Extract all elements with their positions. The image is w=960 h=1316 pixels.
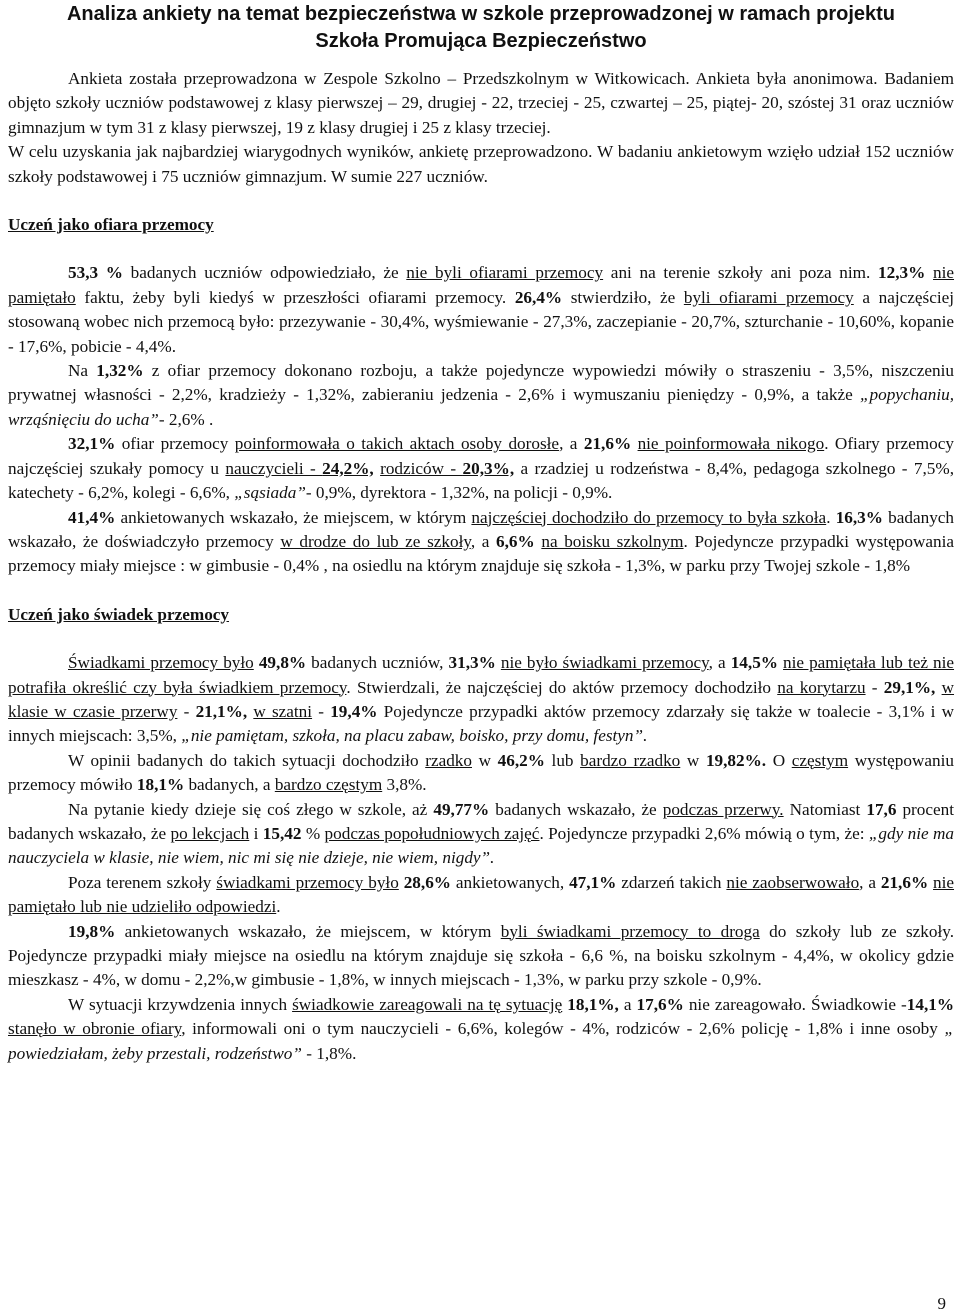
bold-value: 21,6% [583, 434, 632, 454]
text-run: badanych uczniów odpowiedziało, że [122, 263, 407, 283]
underlined-phrase: podczas przerwy. [662, 799, 784, 819]
text-run: do szkoły lub ze szkoły. Pojedyncze przypadki miały miejsce na osiedlu na którym znajduje się szkoła - 6,6 %, na boisku szkolnym - 4,4%, w okolicy gdzie mieszkasz - 4%, w domu - 2,2%,w gimbusie - 1,8%, w innych miejscach - 1,3%, w parku przy szkole - 0,9%. [8, 921, 955, 990]
paragraph [8, 359, 954, 432]
paragraph [8, 651, 954, 749]
text-run: Na [68, 361, 97, 381]
text-run: ankietowanych, [450, 872, 570, 892]
paragraph [8, 871, 954, 920]
text-run: a rzadziej u rodzeństwa - 8,4%, pedagoga szkolnego - 7,5%, katechety - 6,2%, kolegi - 6,6%, [8, 458, 955, 503]
underlined-phrase: bardzo częstym [274, 775, 383, 795]
text-run: , a [470, 531, 497, 551]
text-run: faktu, żeby byli kiedyś w przeszłości ofiarami przemocy. [75, 287, 515, 307]
italic-quote: „gdy nie ma nauczyciela w klasie, nie wiem, nic mi się nie dzieje, nie wiem, nigdy”. [8, 823, 954, 868]
bold-value: 18,1%, [567, 994, 619, 1014]
paragraph [8, 506, 954, 579]
section-body-witness [8, 651, 954, 1066]
underlined-phrase: nie pamiętało [8, 263, 955, 307]
underlined-phrase: rodziców - [380, 458, 463, 478]
bold-value: 21,1%, [195, 701, 248, 721]
bold-underlined-value: 20,3%, [462, 458, 515, 478]
text-run: - 1,8%. [301, 1043, 357, 1063]
underlined-phrase: byli ofiarami przemocy [683, 287, 854, 307]
bold-value: 28,6% [403, 872, 451, 892]
text-run: lub [544, 750, 581, 770]
bold-value: 29,1%, [883, 677, 936, 697]
underlined-phrase: świadkowie zareagowali na tę sytuację [292, 994, 563, 1014]
document-title [8, 0, 954, 55]
underlined-phrase: najczęściej dochodziło do przemocy to była szkoła [471, 507, 827, 527]
bold-value: 49,77% [433, 799, 490, 819]
bold-value: 18,1% [136, 775, 185, 795]
text-run: i [249, 823, 263, 843]
underlined-phrase: rzadko [425, 750, 472, 770]
italic-quote: „nie pamiętam, szkoła, na placu zabaw, boisko, przy domu, festyn”. [181, 726, 648, 746]
bold-value: 17,6% [636, 994, 684, 1014]
bold-value: 16,3% [835, 507, 883, 527]
underlined-phrase: Świadkami przemocy było [68, 653, 254, 673]
bold-value: 17,6 [866, 799, 897, 819]
paragraph [8, 261, 954, 359]
underlined-phrase: po lekcjach [170, 823, 250, 843]
text-run: - [865, 677, 884, 697]
bold-value: 46,2% [497, 750, 545, 770]
underlined-phrase: nie byli ofiarami przemocy [406, 263, 604, 283]
text-run: ankietowanych wskazało, że miejscem, w którym [115, 507, 472, 527]
text-run: , a [708, 653, 731, 673]
intro-paragraph: Ankieta została przeprowadzona w Zespole Szkolno – Przedszkolnym w Witkowicach. Ankieta była anonimowa. Badaniem objęto szkoły uczniów podstawowej z klasy pierwszej – 29, drugiej - 22, trzeciej - 25, czwartej – 25, piątej- 20, szóstej 31 oraz uczniów gimnazjum w tym 31 z klasy pierwszej, 19 z klasy drugiej i 25 z klasy trzeciej. [8, 69, 954, 137]
document-page [8, 0, 954, 1066]
underlined-phrase: nie pamiętała lub też nie potrafiła określić czy była świadkiem przemocy [8, 653, 955, 697]
text-run: badanych wskazało, że doświadczyło przemocy [8, 507, 955, 551]
bold-underlined-value: 24,2%, [322, 458, 374, 478]
text-run: nie zareagowało. Świadkowie - [683, 994, 907, 1014]
text-run: w [472, 750, 498, 770]
text-run: ani na terenie szkoły ani poza nim. [603, 263, 879, 283]
text-run: W sytuacji krzywdzenia innych [68, 994, 293, 1014]
bold-value: 14,1% [906, 994, 955, 1014]
paragraph [8, 432, 954, 505]
italic-quote: „popychaniu, wrząśnięciu do ucha” [8, 385, 954, 429]
text-run: . Pojedyncze przypadki 2,6% mówią o tym, że: [539, 823, 869, 843]
bold-value: 31,3% [448, 653, 496, 673]
underlined-phrase: częstym [791, 750, 849, 770]
text-run: - 0,9%, dyrektora - 1,32%, na policji - 0,9%. [305, 483, 613, 503]
text-run: . [276, 897, 281, 917]
text-run: , informowali oni o tym nauczycieli - 6,6%, kolegów - 4%, rodziców - 2,6% policję - 1,8% i inne osoby [181, 1019, 945, 1039]
bold-value: 21,6% [880, 872, 929, 892]
text-run: ofiar przemocy [115, 434, 235, 454]
underlined-phrase: nie poinformowała nikogo [637, 434, 825, 454]
paragraph [8, 749, 954, 798]
underlined-phrase: świadkami przemocy było [216, 872, 399, 892]
paragraph [8, 798, 954, 871]
text-run: Pojedyncze przypadki aktów przemocy zdarzały się także w toalecie - 3,1% i w innych miejscach: 3,5%, [8, 701, 954, 746]
text-run: 3,8%. [382, 775, 427, 795]
italic-quote: „sąsiada” [234, 483, 306, 503]
underlined-phrase: nie zaobserwowało [726, 872, 860, 892]
text-run: , a [559, 434, 584, 454]
text-run: O [766, 750, 792, 770]
page-number: 9 [937, 1294, 946, 1313]
text-run: % [301, 823, 325, 843]
bold-value: 47,1% [569, 872, 617, 892]
text-run: W opinii badanych do takich sytuacji dochodziło [68, 750, 426, 770]
text-run: . Pojedyncze przypadki występowania przemocy miały miejsce : w gimbusie - 0,4% , na osiedlu na którym znajduje się szkoła - 1,3%, w parku przy Twojej szkole - 1,8% [8, 531, 954, 576]
section-heading-victim: Uczeń jako ofiara przemocy [8, 215, 214, 235]
text-run: zdarzeń takich [616, 872, 727, 892]
text-run: Poza terenem szkoły [68, 872, 217, 892]
paragraph [8, 920, 954, 993]
bold-value: 49,8% [258, 653, 307, 673]
text-run: występowaniu przemocy mówiło [8, 750, 954, 795]
text-run: Natomiast [783, 799, 867, 819]
underlined-phrase: podczas popołudniowych zajęć [324, 823, 540, 843]
bold-value: 6,6% [496, 531, 535, 551]
bold-value: 1,32% [96, 361, 144, 381]
text-run: Na pytanie kiedy dzieje się coś złego w szkole, aż [68, 799, 434, 819]
bold-value: 41,4% [68, 507, 116, 527]
bold-value: 19,8% [68, 921, 116, 941]
text-run: ankietowanych wskazało, że miejscem, w którym [115, 921, 501, 941]
underlined-phrase: byli świadkami przemocy to droga [500, 921, 760, 941]
title-line-1: Analiza ankiety na temat bezpieczeństwa w szkole przeprowadzonej w ramach projektu [66, 3, 896, 25]
underlined-phrase: stanęło w obronie ofiary [8, 1019, 182, 1039]
text-run: badanych uczniów, [306, 653, 449, 673]
text-run: - [177, 701, 196, 721]
underlined-phrase: w klasie w czasie przerwy [8, 677, 955, 721]
text-run: a najczęściej stosowaną wobec nich przemocą było: przezywanie - 30,4%, wyśmiewanie - 27,3%, zaczepianie - 20,7%, szturchanie - 10,60%, kopanie - 17,6%, pobicie - 4,4%. [8, 287, 955, 356]
underlined-phrase: na korytarzu [777, 677, 866, 697]
underlined-phrase: nauczycieli - [225, 458, 323, 478]
bold-value: 19,4% [330, 701, 378, 721]
intro-paragraph-2: W celu uzyskania jak najbardziej wiarygodnych wyników, ankietę przeprowadzono. W badaniu ankietowym wzięło udział 152 uczniów szkoły podstawowej i 75 uczniów gimnazjum. W sumie 227 uczniów. [8, 142, 954, 186]
bold-value: 14,5% [730, 653, 778, 673]
text-run: badanych, a [184, 775, 275, 795]
text-run: badanych wskazało, że [489, 799, 663, 819]
underlined-phrase: poinformowała o takich aktach osoby dorosłe [234, 434, 560, 454]
underlined-phrase: na boisku szkolnym [541, 531, 684, 551]
text-run: . [826, 507, 836, 527]
section-body-victim [8, 261, 954, 578]
bold-value: 32,1% [68, 434, 116, 454]
title-line-2: Szkoła Promująca Bezpieczeństwo [315, 30, 647, 52]
text-run: . Stwierdzali, że najczęściej do aktów przemocy dochodziło [346, 677, 778, 697]
text-run [925, 263, 933, 282]
text-run: , a [859, 872, 881, 892]
section-heading-witness: Uczeń jako świadek przemocy [8, 604, 230, 624]
bold-value: 15,42 [262, 823, 302, 843]
bold-value: 26,4% [514, 287, 563, 307]
text-run: - 2,6% . [158, 409, 214, 429]
underlined-phrase: bardzo rzadko [580, 750, 681, 770]
text-run: a [618, 994, 637, 1014]
paragraph [8, 993, 954, 1066]
underlined-phrase: nie było świadkami przemocy [500, 653, 709, 673]
bold-value: 19,82%. [705, 750, 767, 770]
text-run: stwierdziło, że [562, 287, 684, 307]
underlined-phrase: w drodze do lub ze szkoły [280, 531, 471, 551]
text-run: w [680, 750, 706, 770]
underlined-phrase: nie pamiętało lub nie udzieliło odpowiedzi [8, 872, 955, 917]
text-run: . Ofiary przemocy najczęściej szukały pomocy u [8, 434, 954, 478]
text-run: procent badanych wskazało, że [8, 799, 954, 843]
text-run: - [312, 701, 331, 721]
text-run: z ofiar przemocy dokonano rozboju, a także pojedyncze wypowiedzi mówiły o straszeniu - 3,5%, niszczeniu prywatnej własności - 2,2%, kradzieży - 1,32%, zabieraniu jedzenia - 2,6% i wymuszaniu pieniędzy - 0,9%, a także [8, 361, 955, 405]
italic-quote: „ powiedziałam, żeby przestali, rodzeństwo” [8, 1019, 954, 1063]
bold-value: 12,3% [878, 263, 926, 283]
underlined-phrase: w szatni [253, 701, 313, 721]
bold-value: 53,3 % [68, 263, 123, 283]
